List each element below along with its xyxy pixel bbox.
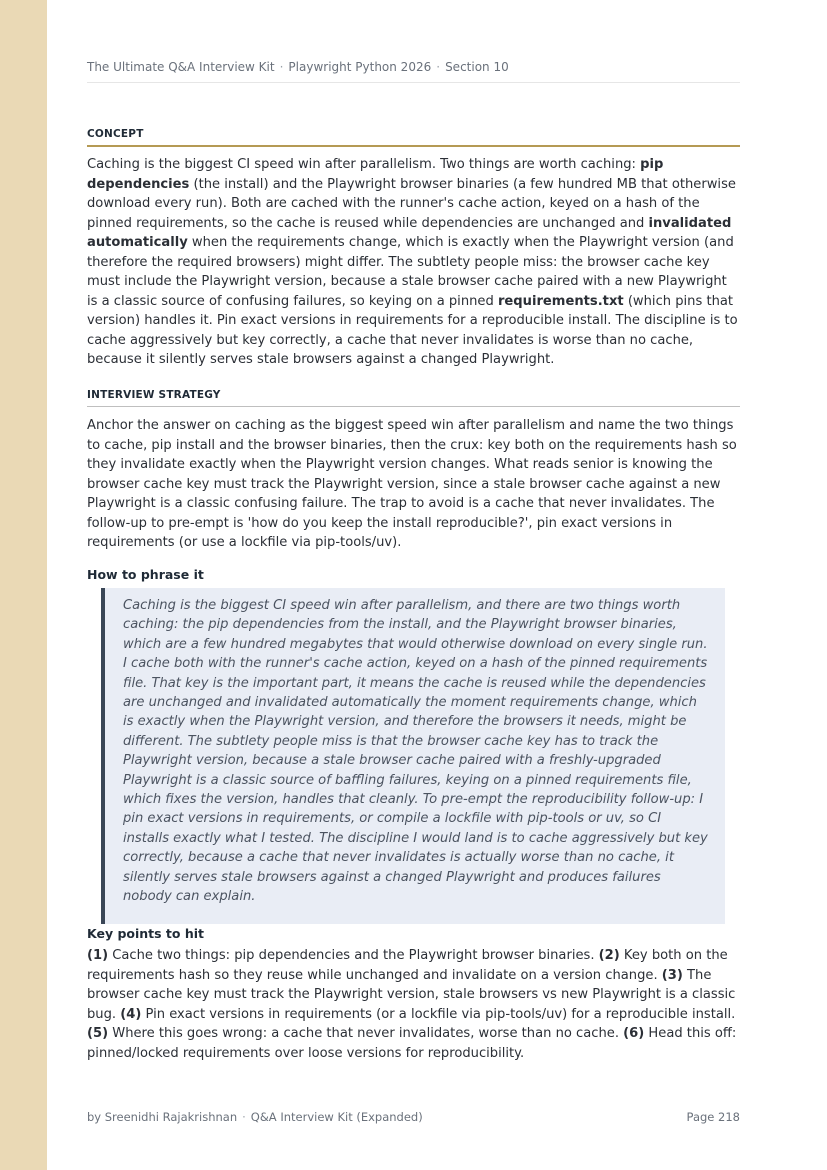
concept-bold-term: requirements.txt [497, 293, 624, 309]
how-to-phrase-heading: How to phrase it [87, 567, 204, 582]
concept-bold-term: pip dependencies [87, 157, 664, 192]
key-point-text: Where this goes wrong: a cache that never invalidates, worse than no cache. [108, 1026, 624, 1041]
key-point-text: Head this off: pinned/locked requirements over loose versions for reproducibility. [87, 1026, 737, 1061]
key-point-number: (1) [87, 948, 109, 963]
running-header [87, 60, 740, 83]
interview-strategy-heading: INTERVIEW STRATEGY [87, 389, 740, 407]
key-point-number: (4) [120, 1006, 142, 1022]
key-point-text: The browser cache key must track the Playwright version, stale browsers vs new Playwright is a classic bug. [87, 967, 736, 1022]
concept-paragraph [87, 155, 740, 370]
phrase-quote-block: Caching is the biggest CI speed win after parallelism, and there are two things worth caching: the pip dependencies from the install, and the Playwright browser binaries, which are a few hundred megabytes that would otherwise download on every single run. I cache both with the runner's cache action, keyed on a hash of the pinned requirements file. That key is the important part, it means the cache is reused while the dependencies are unchanged and invalidated automatically the moment requirements change, which is exactly when the Playwright version, and therefore the browsers it needs, might be different. The subtlety people miss is that the browser cache key has to track the Playwright version, because a stale browser cache paired with a freshly-upgraded Playwright is a classic source of baffling failures, keying on a pinned requirements file, which fixes the version, handles that cleanly. To pre-empt the reproducibility follow-up: I pin exact versions in requirements, or compile a lockfile with pip-tools or uv, so CI installs exactly what I tested. The discipline I would land is to cache aggressively but key correctly, because a cache that never invalidates is actually worse than no cache, it silently serves stale browsers against a changed Playwright and produces failures nobody can explain. [101, 588, 725, 924]
header-section: Section 10 [445, 60, 509, 74]
key-point-number: (2) [598, 948, 620, 963]
header-book-title: The Ultimate Q&A Interview Kit [87, 60, 275, 74]
header-separator: · [436, 60, 441, 74]
footer-separator: · [242, 1110, 246, 1124]
footer-kit-title: Q&A Interview Kit (Expanded) [250, 1110, 423, 1124]
concept-bold-term: invalidated automatically [87, 215, 732, 250]
key-point-text: Key both on the requirements hash so they reuse while unchanged and invalidate on a version change. [87, 948, 728, 983]
key-point-number: (6) [623, 1026, 645, 1041]
concept-text-run: (the install) and the Playwright browser binaries (a few hundred MB that otherwise download every run). Both are cached with the runner's cache action, keyed on a hash of the pinned requirements, so the cache is reused while dependencies are unchanged and [87, 176, 736, 231]
key-point-number: (3) [661, 967, 683, 983]
concept-text-run: Caching is the biggest CI speed win after parallelism. Two things are worth caching: [87, 157, 641, 172]
page-number: Page 218 [686, 1110, 740, 1124]
header-topic: Playwright Python 2026 [288, 60, 432, 74]
concept-heading: CONCEPT [87, 128, 740, 147]
key-point-number: (5) [87, 1026, 109, 1041]
concept-text-run: when the requirements change, which is exactly when the Playwright version (and therefore the required browsers) might differ. The subtlety people miss: the browser cache key must include the Playwright version, because a stale browser cache paired with a new Playwright is a classic source of confusing failures, so keying on a pinned [87, 235, 734, 309]
key-point-text: Pin exact versions in requirements (or a lockfile via pip-tools/uv) for a reproducible install. [141, 1006, 736, 1022]
concept-text-run: (which pins that version) handles it. Pin exact versions in requirements for a reproducible install. The discipline is to cache aggressively but key correctly, a cache that never invalidates is worse than no cache, because it silently serves stale browsers against a changed Playwright. [87, 293, 738, 367]
footer-author: by Sreenidhi Rajakrishnan [87, 1110, 238, 1124]
key-points-paragraph [87, 946, 740, 1063]
key-point-text: Cache two things: pip dependencies and the Playwright browser binaries. [108, 948, 599, 963]
running-footer [87, 1110, 740, 1124]
header-separator: · [279, 60, 284, 74]
interview-strategy-paragraph: Anchor the answer on caching as the biggest speed win after parallelism and name the two things to cache, pip install and the browser binaries, then the crux: key both on the requirements hash so they invalidate exactly when the Playwright version changes. What reads senior is knowing the browser cache key must track the Playwright version, since a stale browser cache against a new Playwright is a classic confusing failure. The trap to avoid is a cache that never invalidates. The follow-up to pre-empt is 'how do you keep the install reproducible?', pin exact versions in requirements (or use a lockfile via pip-tools/uv). [87, 418, 737, 550]
side-accent-bar [0, 0, 47, 1170]
key-points-heading: Key points to hit [87, 926, 205, 941]
